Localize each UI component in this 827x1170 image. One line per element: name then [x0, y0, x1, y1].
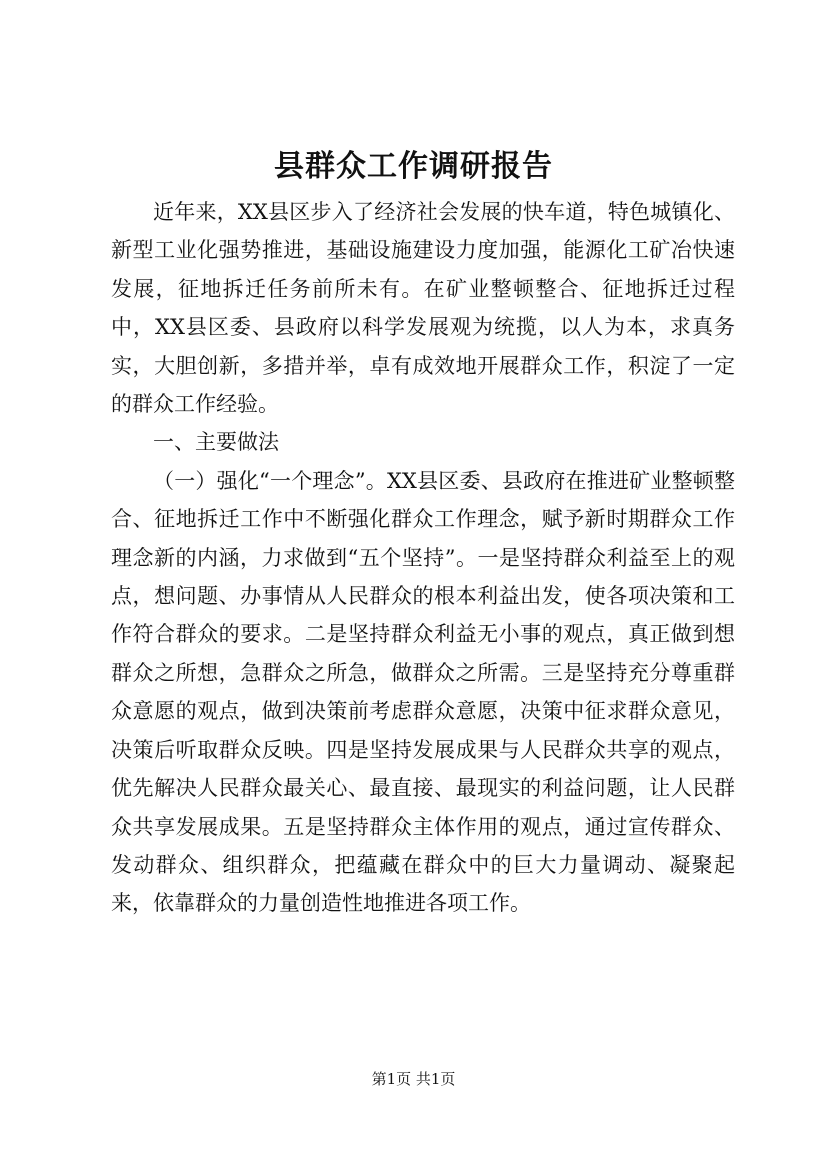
section-heading: 一、主要做法	[153, 430, 279, 455]
document-body	[111, 193, 735, 923]
page-number-footer: 第1页 共1页	[371, 1070, 456, 1088]
section-paragraph: （一）强化“一个理念”。XX县区委、县政府在推进矿业整顿整合、征地拆迁工作中不断强化群众工作理念，赋予新时期群众工作理念新的内涵，力求做到“五个坚持”。一是坚持群众利益至上的观点，想问题、办事情从人民群众的根本利益出发，使各项决策和工作符合群众的要求。二是坚持群众利益无小事的观点，真正做到想群众之所想，急群众之所急，做群众之所需。三是坚持充分尊重群众意愿的观点，做到决策前考虑群众意愿，决策中征求群众意见，决策后听取群众反映。四是坚持发展成果与人民群众共享的观点，优先解决人民群众最关心、最直接、最现实的利益问题，让人民群众共享发展成果。五是坚持群众主体作用的观点，通过宣传群众、发动群众、组织群众，把蕴藏在群众中的巨大力量调动、凝聚起来，依靠群众的力量创造性地推进各项工作。	[111, 468, 735, 916]
document-title: 县群众工作调研报告	[274, 149, 553, 184]
intro-paragraph: 近年来，XX县区步入了经济社会发展的快车道，特色城镇化、新型工业化强势推进，基础设施建设力度加强，能源化工矿冶快速发展，征地拆迁任务前所未有。在矿业整顿整合、征地拆迁过程中，XX县区委、县政府以科学发展观为统揽，以人为本，求真务实，大胆创新，多措并举，卓有成效地开展群众工作，积淀了一定的群众工作经验。	[111, 200, 735, 417]
